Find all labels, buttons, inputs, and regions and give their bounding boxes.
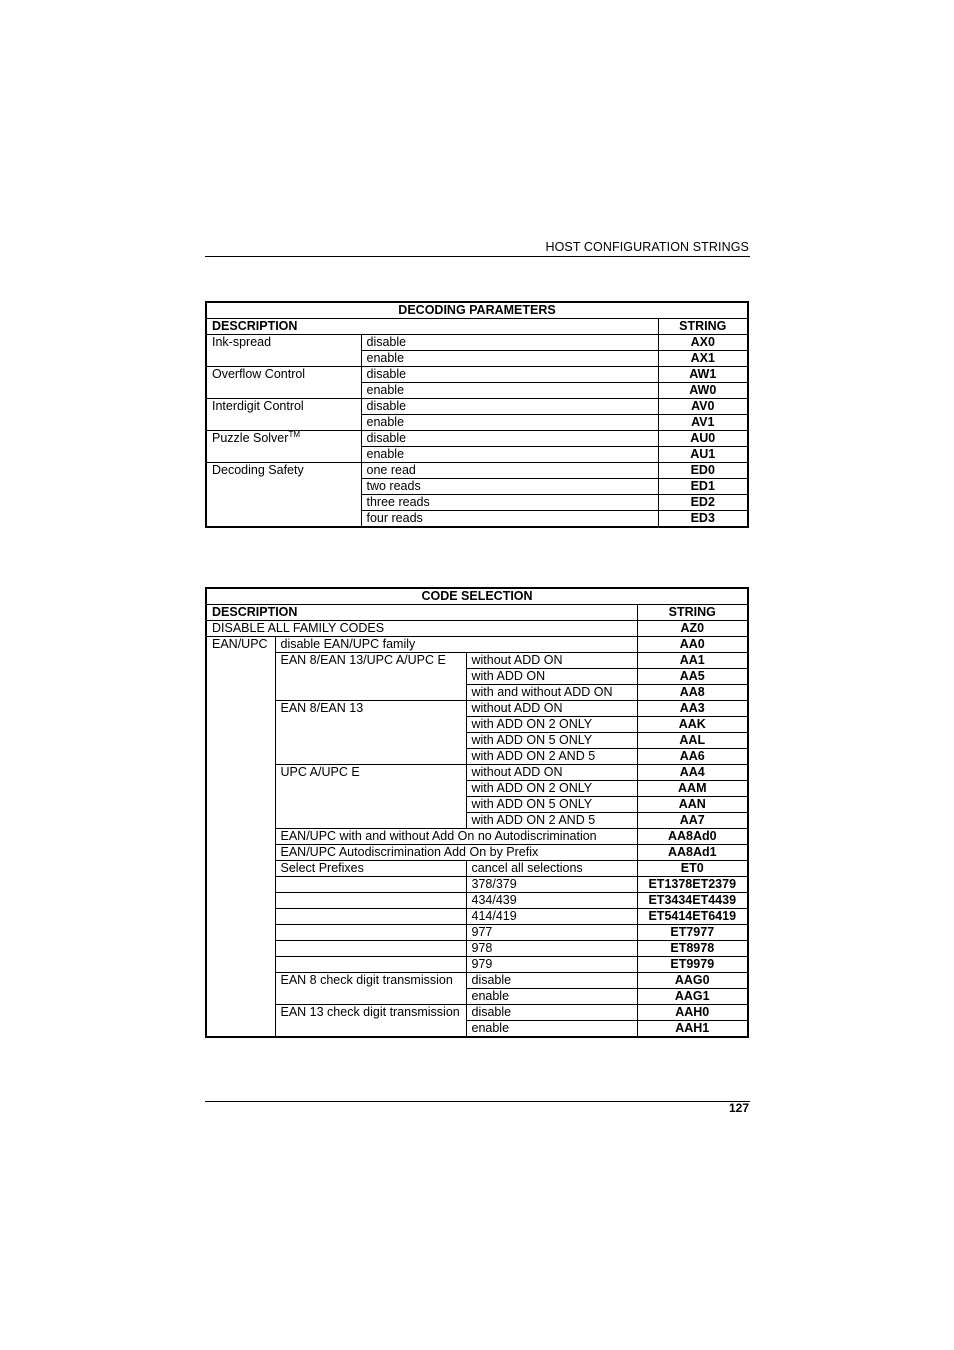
option-value: enable xyxy=(361,415,658,431)
option-value: without ADD ON xyxy=(466,653,637,669)
config-string: AV0 xyxy=(658,399,748,415)
config-string: AX1 xyxy=(658,351,748,367)
option-value: enable xyxy=(466,1021,637,1038)
option-value: two reads xyxy=(361,479,658,495)
option-value: disable xyxy=(361,335,658,351)
option-value: 979 xyxy=(466,957,637,973)
config-string: AW0 xyxy=(658,383,748,399)
parameter-label xyxy=(206,367,361,399)
option-value: disable xyxy=(466,1005,637,1021)
parameter-label xyxy=(206,399,361,431)
config-string: AAG1 xyxy=(637,989,748,1005)
config-string: ET0 xyxy=(637,861,748,877)
table-row xyxy=(206,861,748,877)
table-title: DECODING PARAMETERS xyxy=(206,302,748,319)
config-string: ET1378ET2379 xyxy=(637,877,748,893)
table-header-row xyxy=(206,605,748,621)
table-header-row xyxy=(206,319,748,335)
column-header-description: DESCRIPTION xyxy=(206,319,658,335)
config-string: AA5 xyxy=(637,669,748,685)
option-value: enable xyxy=(361,351,658,367)
group-label: UPC A/UPC E xyxy=(275,765,466,829)
config-string: AX0 xyxy=(658,335,748,351)
option-value: disable xyxy=(361,399,658,415)
table-row xyxy=(206,877,748,893)
config-string: AU0 xyxy=(658,431,748,447)
config-string: ED1 xyxy=(658,479,748,495)
disable-all-label: DISABLE ALL FAMILY CODES xyxy=(206,621,637,637)
option-value: disable xyxy=(466,973,637,989)
parameter-label-text: Overflow Control xyxy=(212,367,306,381)
config-string: AAL xyxy=(637,733,748,749)
table-row xyxy=(206,909,748,925)
empty-cell xyxy=(275,877,466,893)
config-string: ED0 xyxy=(658,463,748,479)
config-string: ET7977 xyxy=(637,925,748,941)
table-row xyxy=(206,463,748,479)
option-value: with ADD ON 2 AND 5 xyxy=(466,749,637,765)
column-header-description: DESCRIPTION xyxy=(206,605,637,621)
config-string: AA0 xyxy=(637,637,748,653)
config-string: AA6 xyxy=(637,749,748,765)
option-value: disable xyxy=(361,367,658,383)
group-label: Select Prefixes xyxy=(275,861,466,877)
table-row xyxy=(206,621,748,637)
config-string: AV1 xyxy=(658,415,748,431)
column-header-string: STRING xyxy=(658,319,748,335)
config-string: ET9979 xyxy=(637,957,748,973)
option-value: cancel all selections xyxy=(466,861,637,877)
group-label: EAN 8/EAN 13/UPC A/UPC E xyxy=(275,653,466,701)
code-selection-table xyxy=(205,587,749,1038)
config-string: ET3434ET4439 xyxy=(637,893,748,909)
config-string: AAH0 xyxy=(637,1005,748,1021)
group-label: EAN 13 check digit transmission xyxy=(275,1005,466,1038)
table-row xyxy=(206,957,748,973)
config-string: AAN xyxy=(637,797,748,813)
trademark-mark: TM xyxy=(288,430,300,439)
option-value: 434/439 xyxy=(466,893,637,909)
option-value: enable xyxy=(361,383,658,399)
table-title-row xyxy=(206,302,748,319)
table-row xyxy=(206,367,748,383)
table-row xyxy=(206,335,748,351)
group-label: EAN 8/EAN 13 xyxy=(275,701,466,765)
option-value: with ADD ON xyxy=(466,669,637,685)
config-string: AA3 xyxy=(637,701,748,717)
parameter-label xyxy=(206,335,361,367)
option-value: disable xyxy=(361,431,658,447)
config-string: AA1 xyxy=(637,653,748,669)
empty-cell xyxy=(275,909,466,925)
config-string: AAG0 xyxy=(637,973,748,989)
config-string: ET8978 xyxy=(637,941,748,957)
empty-cell xyxy=(275,893,466,909)
config-string: AAM xyxy=(637,781,748,797)
table-row xyxy=(206,399,748,415)
option-value: without ADD ON xyxy=(466,765,637,781)
empty-cell xyxy=(275,957,466,973)
table-row xyxy=(206,431,748,447)
page-number: 127 xyxy=(728,1101,749,1115)
column-header-string: STRING xyxy=(637,605,748,621)
option-value: with ADD ON 2 ONLY xyxy=(466,717,637,733)
config-string: ED2 xyxy=(658,495,748,511)
table-row xyxy=(206,765,748,781)
option-value: 378/379 xyxy=(466,877,637,893)
option-value: three reads xyxy=(361,495,658,511)
config-string: AAH1 xyxy=(637,1021,748,1038)
config-string: ET5414ET6419 xyxy=(637,909,748,925)
parameter-label-text: Decoding Safety xyxy=(212,463,304,477)
option-value: one read xyxy=(361,463,658,479)
parameter-label-text: Ink-spread xyxy=(212,335,272,349)
table-row xyxy=(206,893,748,909)
config-string: AW1 xyxy=(658,367,748,383)
option-value: with ADD ON 2 ONLY xyxy=(466,781,637,797)
header-rule xyxy=(205,256,750,257)
group-label: EAN 8 check digit transmission xyxy=(275,973,466,1005)
table-row xyxy=(206,829,748,845)
option-value: with ADD ON 5 ONLY xyxy=(466,733,637,749)
decoding-parameters-table xyxy=(205,301,749,528)
parameter-label-text: Puzzle Solver xyxy=(212,431,289,445)
option-value: with ADD ON 2 AND 5 xyxy=(466,813,637,829)
config-string: AA7 xyxy=(637,813,748,829)
option-label: disable EAN/UPC family xyxy=(275,637,637,653)
option-value: 978 xyxy=(466,941,637,957)
option-label: EAN/UPC with and without Add On no Autodiscrimination xyxy=(275,829,637,845)
option-value: four reads xyxy=(361,511,658,528)
parameter-label xyxy=(206,463,361,528)
parameter-label-text: Interdigit Control xyxy=(212,399,304,413)
config-string: ED3 xyxy=(658,511,748,528)
config-string: AU1 xyxy=(658,447,748,463)
option-label: EAN/UPC Autodiscrimination Add On by Prefix xyxy=(275,845,637,861)
table-row xyxy=(206,845,748,861)
config-string: AA4 xyxy=(637,765,748,781)
table-title: CODE SELECTION xyxy=(206,588,748,605)
table-row xyxy=(206,941,748,957)
family-label: EAN/UPC xyxy=(206,637,275,1038)
parameter-label xyxy=(206,431,361,463)
empty-cell xyxy=(275,941,466,957)
config-string: AA8Ad0 xyxy=(637,829,748,845)
table-row xyxy=(206,637,748,653)
config-string: AAK xyxy=(637,717,748,733)
running-header: HOST CONFIGURATION STRINGS xyxy=(545,240,749,254)
table-row xyxy=(206,701,748,717)
table-row xyxy=(206,973,748,989)
table-row xyxy=(206,1005,748,1021)
config-string: AA8 xyxy=(637,685,748,701)
option-value: with and without ADD ON xyxy=(466,685,637,701)
option-value: enable xyxy=(466,989,637,1005)
table-row xyxy=(206,653,748,669)
option-value: with ADD ON 5 ONLY xyxy=(466,797,637,813)
option-value: enable xyxy=(361,447,658,463)
option-value: 977 xyxy=(466,925,637,941)
table-row xyxy=(206,925,748,941)
config-string: AA8Ad1 xyxy=(637,845,748,861)
config-string: AZ0 xyxy=(637,621,748,637)
option-value: without ADD ON xyxy=(466,701,637,717)
table-title-row xyxy=(206,588,748,605)
empty-cell xyxy=(275,925,466,941)
option-value: 414/419 xyxy=(466,909,637,925)
